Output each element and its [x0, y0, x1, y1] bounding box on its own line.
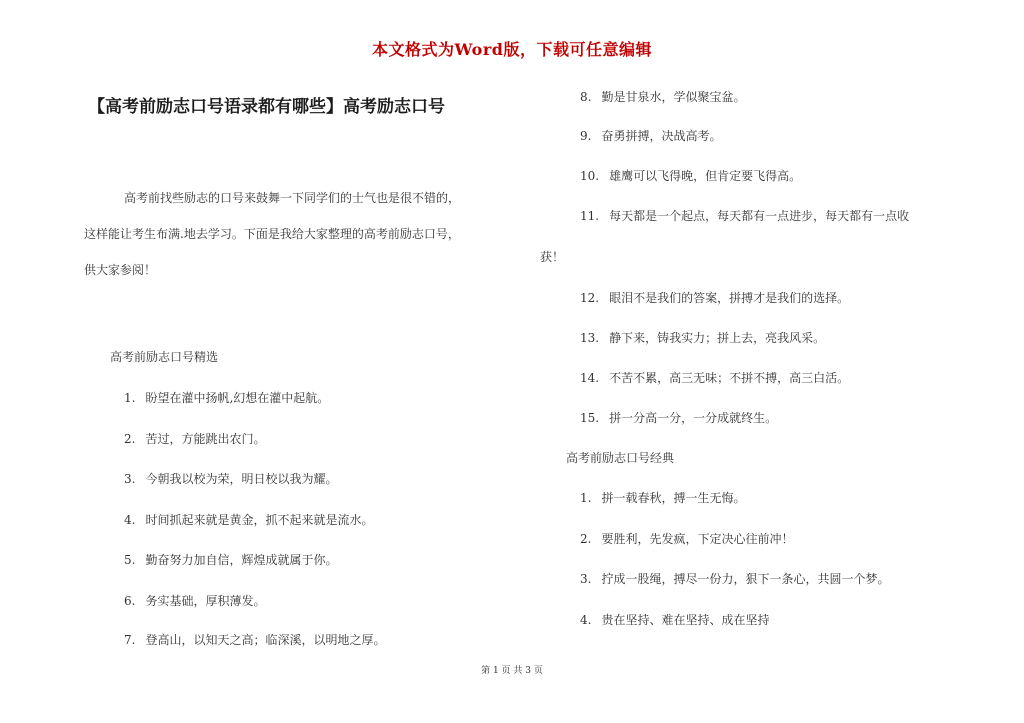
- list-item-text: 苦过，方能跳出农门。: [145, 432, 266, 446]
- list-item: [124, 551, 337, 568]
- list-item-text: 时间抓起来就是黄金，抓不起来就是流水。: [145, 513, 374, 527]
- list-item-text: 勤奋努力加自信，辉煌成就属于你。: [145, 553, 338, 567]
- document-title: 【高考前励志口号语录都有哪些】高考励志口号: [88, 97, 445, 117]
- list-item-number: 10.: [580, 169, 600, 183]
- list-item-number: 5.: [124, 553, 136, 567]
- list-item: [124, 592, 265, 609]
- page-number-footer: 第 1 页 共 3 页: [481, 666, 543, 676]
- list-item-number: 12.: [580, 291, 600, 305]
- list-item-continuation: 获！: [540, 250, 565, 264]
- list-item: [580, 88, 745, 105]
- list-item-number: 15.: [580, 411, 600, 425]
- list-item: [580, 570, 889, 587]
- list-item: [580, 489, 745, 506]
- list-item: [580, 329, 825, 346]
- list-item-number: 14.: [580, 371, 600, 385]
- list-item-text: 登高山，以知天之高；临深溪，以明地之厚。: [145, 633, 386, 647]
- list-item-number: 4.: [124, 513, 136, 527]
- list-item: [580, 167, 801, 184]
- list-item: [124, 389, 329, 406]
- intro-line-3: 供大家参阅！: [84, 263, 157, 277]
- list-item-text: 奋勇拼搏，决战高考。: [601, 129, 722, 143]
- list-item-number: 3.: [580, 572, 592, 586]
- intro-line-2: 这样能让考生布满.地去学习。下面是我给大家整理的高考前励志口号，: [84, 227, 460, 241]
- list-item-text: 今朝我以校为荣，明日校以我为耀。: [145, 472, 338, 486]
- document-banner: 本文格式为Word版，下载可任意编辑: [372, 40, 652, 59]
- list-item-text: 务实基础，厚积薄发。: [145, 594, 266, 608]
- list-item-text: 静下来，铸我实力；拼上去，亮我风采。: [609, 331, 826, 345]
- list-item-text: 眼泪不是我们的答案，拼搏才是我们的选择。: [609, 291, 850, 305]
- intro-paragraph: [84, 180, 524, 288]
- list-item-text: 盼望在灌中扬帆,幻想在灌中起航。: [145, 391, 330, 405]
- list-item: [580, 127, 721, 144]
- section-heading-classic: 高考前励志口号经典: [566, 451, 675, 465]
- list-item-text: 每天都是一个起点，每天都有一点进步，每天都有一点收: [609, 209, 910, 223]
- list-item: [580, 289, 849, 306]
- list-item-text: 雄鹰可以飞得晚，但肯定要飞得高。: [609, 169, 802, 183]
- list-item-text: 不苦不累，高三无味；不拼不搏，高三白活。: [609, 371, 850, 385]
- list-item-number: 7.: [124, 633, 136, 647]
- list-item-text: 要胜利，先发疯，下定决心往前冲！: [601, 532, 794, 546]
- section-heading-selected: 高考前励志口号精选: [110, 350, 219, 364]
- list-item-number: 6.: [124, 594, 136, 608]
- list-item-number: 3.: [124, 472, 136, 486]
- list-item: [124, 631, 385, 648]
- list-item: [580, 530, 793, 547]
- list-item: [124, 511, 373, 528]
- list-item: [124, 430, 265, 447]
- list-item: [580, 207, 909, 224]
- list-item: [580, 409, 777, 426]
- list-item-number: 8.: [580, 90, 592, 104]
- list-item-number: 9.: [580, 129, 592, 143]
- list-item-text: 拧成一股绳，搏尽一份力，狠下一条心，共圆一个梦。: [601, 572, 890, 586]
- list-item-number: 13.: [580, 331, 600, 345]
- list-item-text: 贵在坚持、难在坚持、成在坚持: [601, 613, 770, 627]
- list-item-number: 4.: [580, 613, 592, 627]
- list-item-number: 2.: [124, 432, 136, 446]
- list-item-number: 2.: [580, 532, 592, 546]
- list-item: [580, 611, 769, 628]
- list-item-number: 11.: [580, 209, 600, 223]
- list-item-text: 拼一载春秋，搏一生无悔。: [601, 491, 746, 505]
- intro-line-1: 高考前找些励志的口号来鼓舞一下同学们的士气也是很不错的，: [124, 191, 461, 205]
- list-item-text: 勤是甘泉水，学似聚宝盆。: [601, 90, 746, 104]
- list-item-number: 1.: [124, 391, 136, 405]
- list-item: [580, 369, 849, 386]
- list-item-text: 拼一分高一分，一分成就终生。: [609, 411, 778, 425]
- list-item: [124, 470, 337, 487]
- list-item-number: 1.: [580, 491, 592, 505]
